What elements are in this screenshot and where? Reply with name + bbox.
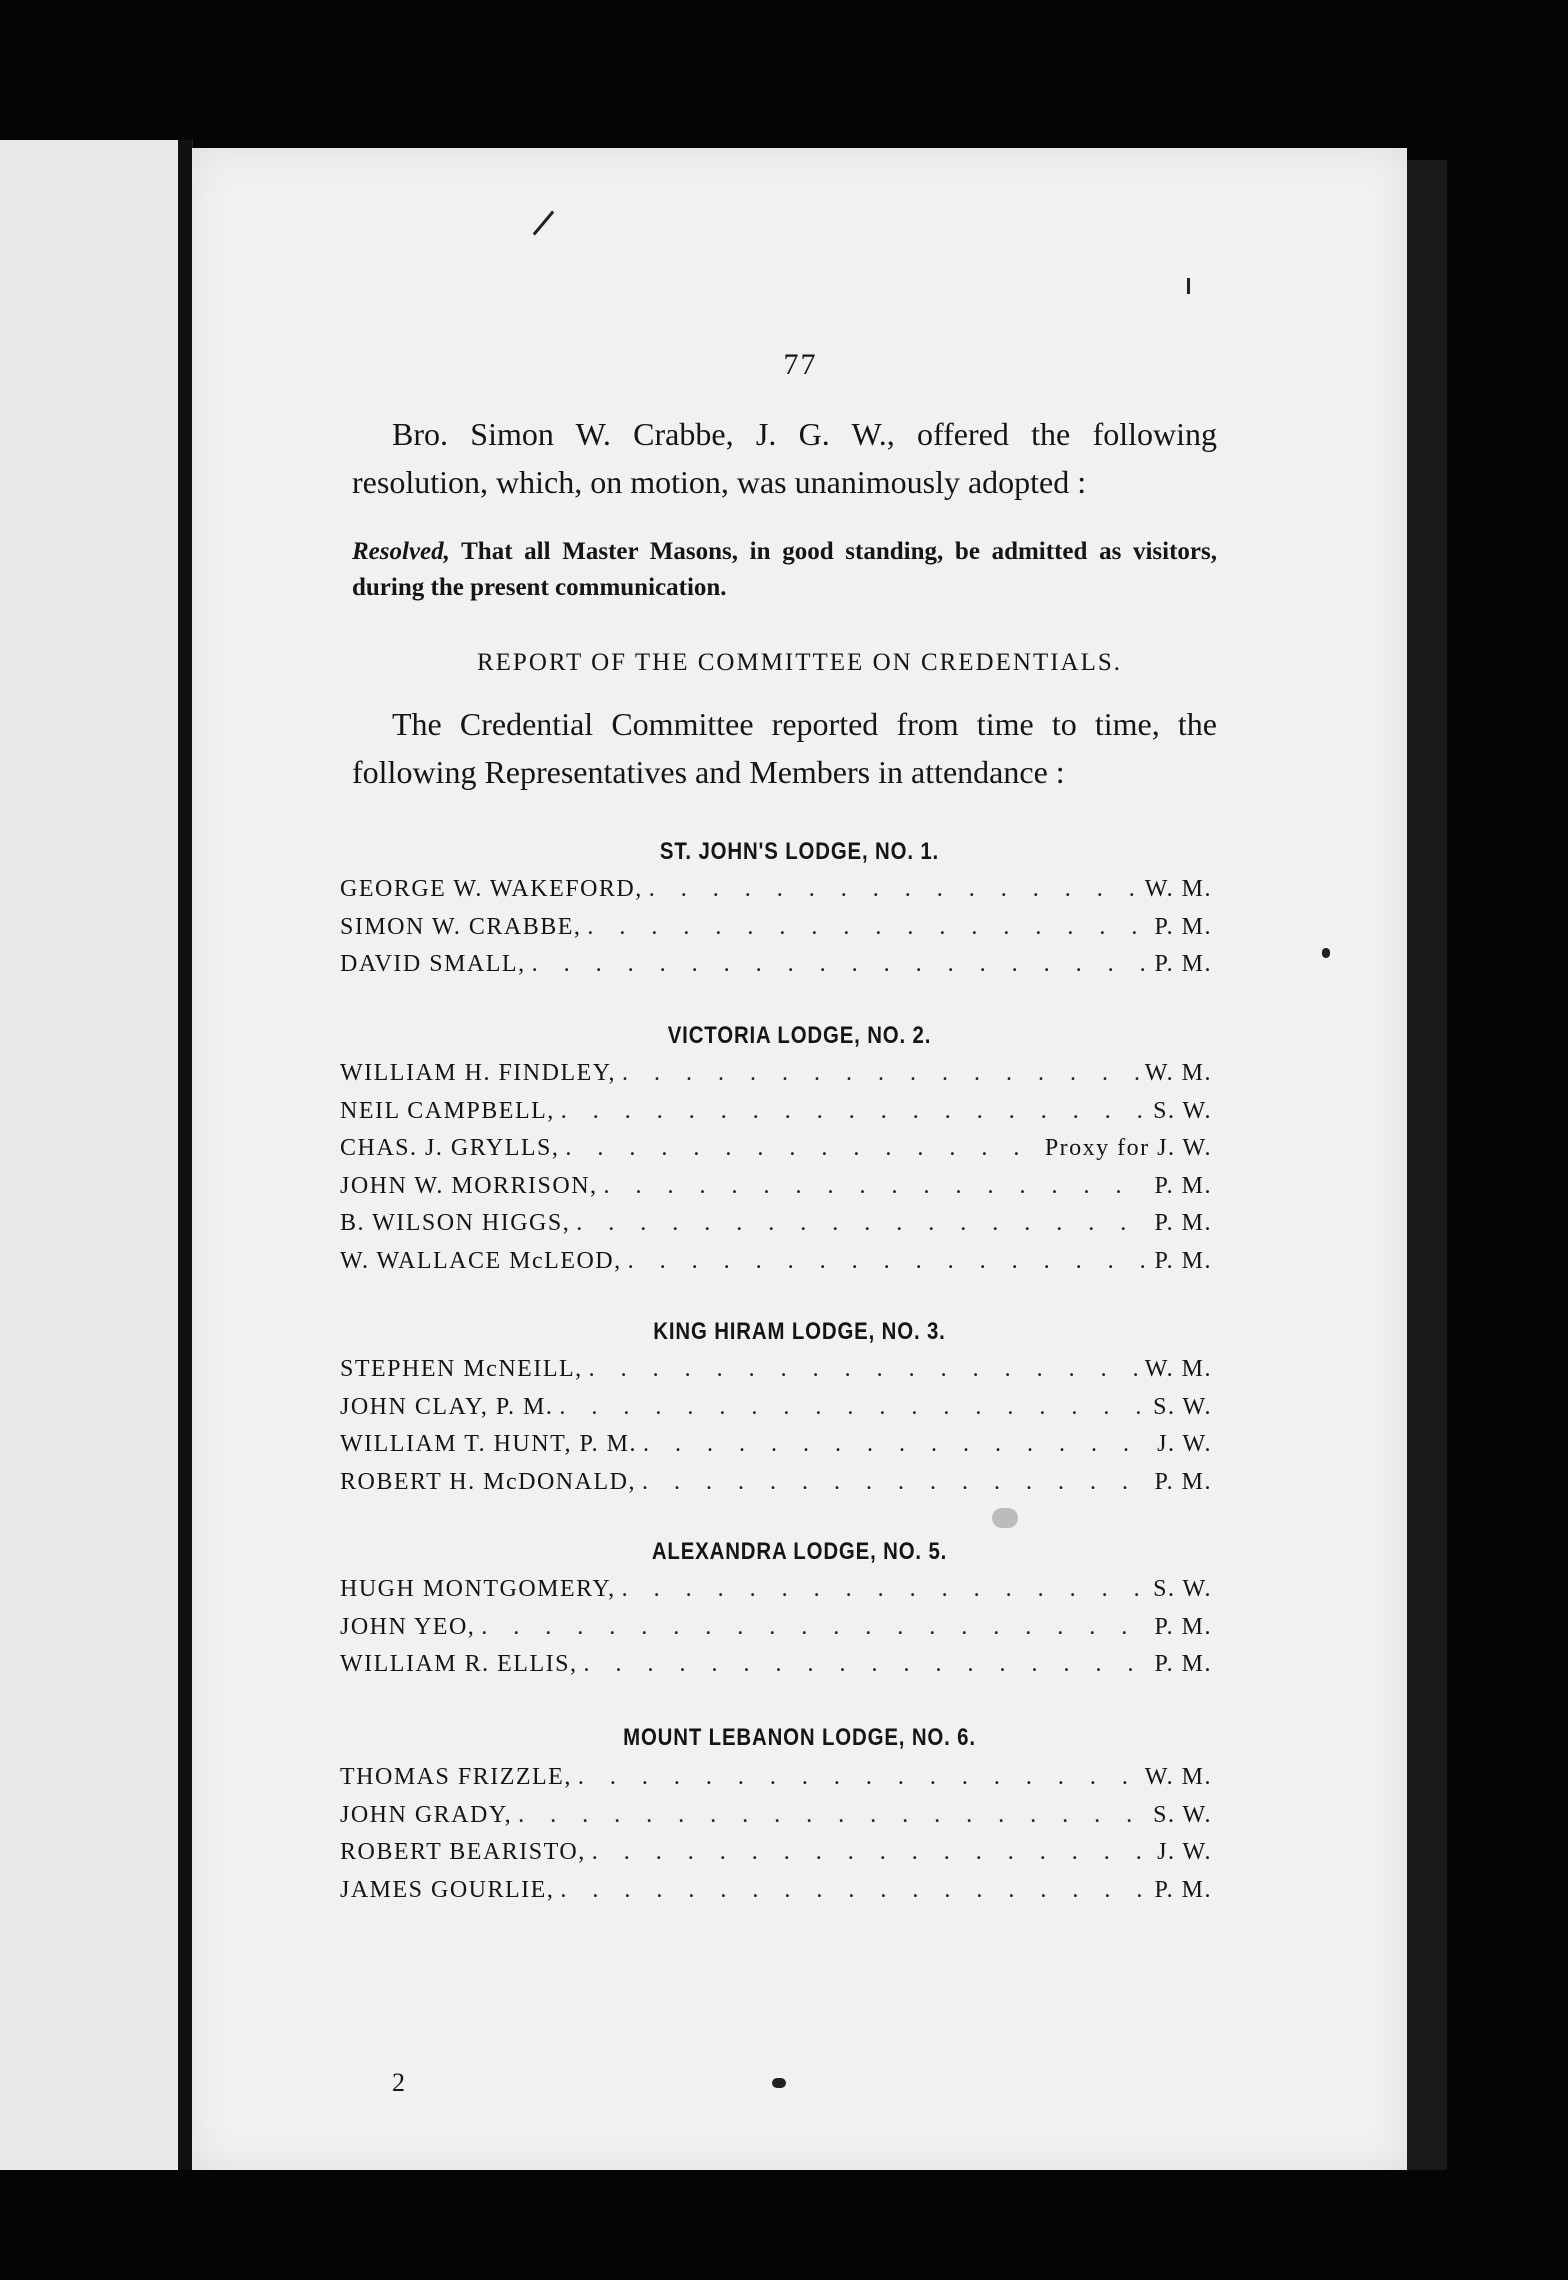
- member-name: B. WILSON HIGGS,: [340, 1210, 571, 1236]
- lodge-heading: KING HIRAM LODGE, NO. 3.: [653, 1318, 946, 1345]
- member-office: S. W.: [1153, 1576, 1212, 1602]
- member-name: JOHN GRADY,: [340, 1801, 513, 1828]
- leader-dots: [583, 1651, 1148, 1678]
- member-office: P. M.: [1154, 1210, 1212, 1236]
- member-list: [340, 876, 1212, 989]
- member-list: [340, 1576, 1212, 1689]
- member-office: P. M.: [1154, 951, 1212, 977]
- member-row: [340, 1431, 1212, 1469]
- member-office: W. M.: [1144, 1764, 1212, 1790]
- member-office: P. M.: [1154, 1651, 1212, 1677]
- member-name: GEORGE W. WAKEFORD,: [340, 876, 643, 902]
- member-row: [340, 1576, 1212, 1614]
- leader-dots: [518, 1802, 1147, 1829]
- member-name: STEPHEN McNEILL,: [340, 1356, 583, 1382]
- member-name: NEIL CAMPBELL,: [340, 1097, 555, 1124]
- member-row: [340, 1210, 1212, 1248]
- member-row: [340, 1356, 1212, 1394]
- member-name: ROBERT BEARISTO,: [340, 1839, 586, 1865]
- leader-dots: [622, 1576, 1148, 1603]
- member-office: J. W.: [1157, 1431, 1212, 1457]
- lodge-heading: VICTORIA LODGE, NO. 2.: [667, 1022, 932, 1049]
- member-office: W. M.: [1144, 1356, 1212, 1382]
- leader-dots: [589, 1356, 1139, 1383]
- member-list: [340, 1764, 1212, 1914]
- member-row: [340, 1135, 1212, 1173]
- report-heading: REPORT OF THE COMMITTEE ON CREDENTIALS.: [476, 649, 1123, 676]
- intro-paragraph: Bro. Simon W. Crabbe, J. G. W., offered the following resolution, which, on motion, was unanimously adopted :: [352, 416, 1217, 500]
- leader-dots: [578, 1764, 1139, 1791]
- leader-dots: [481, 1614, 1148, 1641]
- facing-page-edge: [0, 140, 193, 2170]
- signature-mark: 2: [392, 2068, 405, 2097]
- member-name: WILLIAM T. HUNT, P. M.: [340, 1431, 637, 1457]
- member-office: P. M.: [1154, 1247, 1212, 1274]
- member-office: P. M.: [1154, 913, 1212, 940]
- member-row: [340, 1173, 1212, 1211]
- page-number: 77: [783, 348, 818, 381]
- member-name: WILLIAM H. FINDLEY,: [340, 1060, 617, 1086]
- member-name: SIMON W. CRABBE,: [340, 913, 582, 940]
- member-row: [340, 1877, 1212, 1915]
- member-row: [340, 1614, 1212, 1652]
- lodge-heading: MOUNT LEBANON LODGE, NO. 6.: [623, 1724, 976, 1751]
- leader-dots: [628, 1248, 1149, 1275]
- member-row: [340, 1839, 1212, 1877]
- leader-dots: [587, 914, 1148, 941]
- member-office: W. M.: [1144, 1060, 1212, 1086]
- member-name: DAVID SMALL,: [340, 951, 526, 977]
- leader-dots: [559, 1394, 1147, 1421]
- member-row: [340, 1469, 1212, 1507]
- member-office: Proxy for J. W.: [1044, 1135, 1212, 1161]
- member-row: [340, 1060, 1212, 1098]
- leader-dots: [560, 1877, 1148, 1904]
- member-name: THOMAS FRIZZLE,: [340, 1764, 572, 1790]
- member-row: [340, 1098, 1212, 1136]
- member-name: JAMES GOURLIE,: [340, 1876, 555, 1903]
- leader-dots: [565, 1135, 1038, 1162]
- member-name: CHAS. J. GRYLLS,: [340, 1135, 560, 1161]
- scan-mark: [1187, 278, 1190, 294]
- leader-dots: [649, 876, 1139, 903]
- member-row: [340, 951, 1212, 989]
- leader-dots: [604, 1173, 1149, 1200]
- member-office: J. W.: [1157, 1839, 1212, 1865]
- document-page: [192, 148, 1407, 2170]
- member-row: [340, 876, 1212, 914]
- member-row: [340, 1802, 1212, 1840]
- leader-dots: [643, 1431, 1151, 1458]
- leader-dots: [592, 1839, 1151, 1866]
- scan-mark: [992, 1508, 1018, 1528]
- resolution-lead: Resolved,: [352, 538, 450, 565]
- member-office: P. M.: [1154, 1172, 1212, 1199]
- member-list: [340, 1060, 1212, 1285]
- member-row: [340, 1394, 1212, 1432]
- resolution-text: [352, 534, 1217, 606]
- member-office: S. W.: [1153, 1801, 1212, 1828]
- member-name: HUGH MONTGOMERY,: [340, 1576, 616, 1602]
- scan-mark: [1322, 948, 1330, 958]
- member-name: W. WALLACE McLEOD,: [340, 1247, 622, 1274]
- report-paragraph: The Credential Committee reported from time to time, the following Representatives and Members in attendance :: [352, 706, 1217, 790]
- member-row: [340, 1764, 1212, 1802]
- member-name: JOHN YEO,: [340, 1613, 476, 1640]
- member-office: W. M.: [1144, 876, 1212, 902]
- leader-dots: [576, 1210, 1148, 1237]
- scan-mark: [772, 2078, 786, 2088]
- resolution-body: That all Master Masons, in good standing, be admitted as visitors, during the present communication.: [352, 538, 1217, 601]
- member-office: S. W.: [1153, 1393, 1212, 1420]
- member-name: WILLIAM R. ELLIS,: [340, 1651, 578, 1677]
- book-spine: [178, 140, 192, 2170]
- page-edge-shadow: [1407, 160, 1447, 2170]
- member-office: P. M.: [1154, 1876, 1212, 1903]
- member-list: [340, 1356, 1212, 1506]
- member-name: JOHN CLAY, P. M.: [340, 1393, 554, 1420]
- member-row: [340, 1248, 1212, 1286]
- member-name: ROBERT H. McDONALD,: [340, 1468, 636, 1495]
- lodge-heading: ALEXANDRA LODGE, NO. 5.: [651, 1538, 948, 1565]
- member-office: P. M.: [1154, 1468, 1212, 1495]
- member-office: S. W.: [1153, 1097, 1212, 1124]
- lodge-heading: ST. JOHN'S LODGE, NO. 1.: [659, 838, 940, 865]
- leader-dots: [532, 951, 1149, 978]
- leader-dots: [622, 1060, 1139, 1087]
- leader-dots: [642, 1469, 1149, 1496]
- scan-mark: [533, 211, 555, 236]
- member-row: [340, 914, 1212, 952]
- leader-dots: [561, 1098, 1147, 1125]
- member-row: [340, 1651, 1212, 1689]
- member-office: P. M.: [1154, 1613, 1212, 1640]
- member-name: JOHN W. MORRISON,: [340, 1172, 598, 1199]
